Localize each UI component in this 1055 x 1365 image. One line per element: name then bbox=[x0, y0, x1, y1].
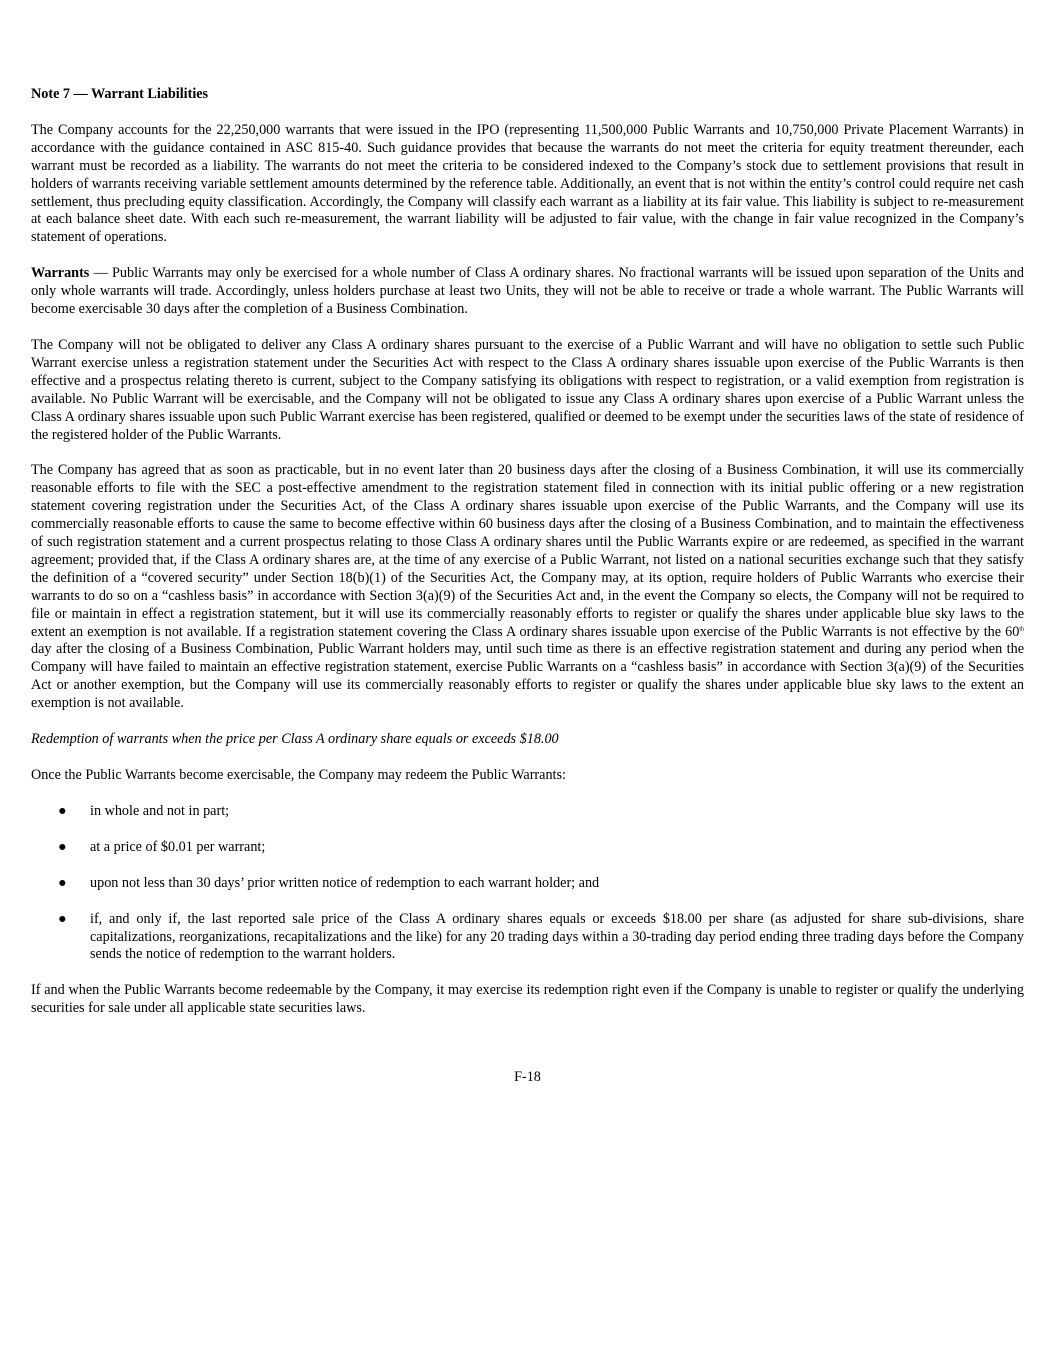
bullet-icon: ● bbox=[58, 874, 67, 891]
list-item bbox=[31, 803, 1024, 821]
list-item-text: in whole and not in part; bbox=[90, 802, 230, 819]
agreement-paragraph bbox=[31, 462, 1024, 713]
list-item-text: if, and only if, the last reported sale price of the Class A ordinary shares equals or exceeds $18.00 per share (as adjusted for share sub-divisions, share capitalizations, reorganizations, recapitalizations and the like) for any 20 trading days within a 30-trading day period ending three trading days before the Company sends the notice of redemption to the warrant holders. bbox=[90, 910, 1024, 963]
bullet-icon: ● bbox=[58, 802, 67, 819]
list-item bbox=[31, 875, 1024, 893]
list-item bbox=[31, 839, 1024, 857]
note-heading: Note 7 — Warrant Liabilities bbox=[31, 86, 209, 102]
redeem-intro-paragraph: Once the Public Warrants become exercisable, the Company may redeem the Public Warrants: bbox=[31, 767, 566, 783]
page-number: F-18 bbox=[514, 1069, 541, 1085]
warrants-lead: Warrants bbox=[31, 265, 90, 282]
agreement-text-part1: The Company has agreed that as soon as practicable, but in no event later than 20 business days after the closing of a Business Combination, it will use its commercially reasonable efforts to file with the SEC a post-effective amendment to the registration statement filed in connection with its initial public offering or a new registration statement covering registration under the Securities Act, of the Class A ordinary shares issuable upon exercise of the Public Warrants, and the Company will use its commercially reasonable efforts to cause the same to become effective within 60 business days after the closing of a Business Combination, and to maintain the effectiveness of such registration statement and a current prospectus relating to those Class A ordinary shares until the Public Warrants expire or are redeemed, as specified in the warrant agreement; provided that, if the Class A ordinary shares are, at the time of any exercise of a Public Warrant, not listed on a national securities exchange such that they satisfy the definition of a “covered security” under Section 18(b)(1) of the Securities Act, the Company may, at its option, require holders of Public Warrants who exercise their warrants to do so on a “cashless basis” in accordance with Section 3(a)(9) of the Securities Act and, in the event the Company so elects, the Company will not be required to file or maintain in effect a registration statement, but it will use its commercially reasonably efforts to register or qualify the shares under applicable blue sky laws to the extent an exemption is not available. If a registration statement covering the Class A ordinary shares issuable upon exercise of the Public Warrants is not effective by the 60 bbox=[31, 462, 1024, 640]
obligation-paragraph: The Company will not be obligated to deliver any Class A ordinary shares pursuant to the exercise of a Public Warrant and will have no obligation to settle such Public Warrant exercise unless a registration statement under the Securities Act with respect to the Class A ordinary shares issuable upon exercise of the Public Warrants is then effective and a prospectus relating thereto is current, subject to the Company satisfying its obligations with respect to registration, or a valid exemption from registration is available. No Public Warrant will be exercisable, and the Company will not be obligated to issue any Class A ordinary shares upon exercise of a Public Warrant unless the Class A ordinary shares issuable upon such Public Warrant exercise has been registered, qualified or deemed to be exempt under the securities laws of the state of residence of the registered holder of the Public Warrants. bbox=[31, 336, 1024, 443]
list-item bbox=[31, 911, 1024, 965]
warrants-text: — Public Warrants may only be exercised for a whole number of Class A ordinary shares. No fractional warrants will be issued upon separation of the Units and only whole warrants will trade. Accordingly, unless holders purchase at least two Units, they will not be able to receive or trade a whole warrant. The Public Warrants will become exercisable 30 days after the completion of a Business Combination. bbox=[31, 265, 1024, 318]
intro-paragraph: The Company accounts for the 22,250,000 warrants that were issued in the IPO (representing 11,500,000 Public Warrants and 10,750,000 Private Placement Warrants) in accordance with the guidance contained in ASC 815-40. Such guidance provides that because the warrants do not meet the criteria for equity treatment thereunder, each warrant must be recorded as a liability. The warrants do not meet the criteria to be considered indexed to the Company’s stock due to settlement provisions that result in holders of warrants receiving variable settlement amounts determined by the reference table. Additionally, an event that is not within the entity’s control could require net cash settlement, thus precluding equity classification. Accordingly, the Company will classify each warrant as a liability at its fair value. This liability is subject to re-measurement at each balance sheet date. With each such re-measurement, the warrant liability will be adjusted to fair value, with the change in fair value recognized in the Company’s statement of operations. bbox=[31, 121, 1024, 246]
redemption-conditions-list bbox=[31, 803, 1024, 964]
document-body bbox=[31, 86, 1024, 1036]
agreement-text-part2: day after the closing of a Business Combination, Public Warrant holders may, until such time as there is an effective registration statement and during any period when the Company will have failed to maintain an effective registration statement, exercise Public Warrants on a “cashless basis” in accordance with Section 3(a)(9) of the Securities Act or another exemption, but the Company will use its commercially reasonably efforts to register or qualify the shares under applicable blue sky laws to the extent an exemption is not available. bbox=[31, 641, 1024, 712]
warrants-paragraph bbox=[31, 265, 1024, 319]
bullet-icon: ● bbox=[58, 910, 67, 927]
list-item-text: at a price of $0.01 per warrant; bbox=[90, 838, 266, 855]
redemption-subheading: Redemption of warrants when the price per Class A ordinary share equals or exceeds $18.00 bbox=[31, 731, 559, 748]
closing-paragraph: If and when the Public Warrants become redeemable by the Company, it may exercise its redemption right even if the Company is unable to register or qualify the underlying securities for sale under all applicable state securities laws. bbox=[31, 982, 1024, 1017]
bullet-icon: ● bbox=[58, 838, 67, 855]
list-item-text: upon not less than 30 days’ prior written notice of redemption to each warrant holder; and bbox=[90, 874, 600, 891]
ordinal-suffix: th bbox=[1019, 625, 1024, 632]
